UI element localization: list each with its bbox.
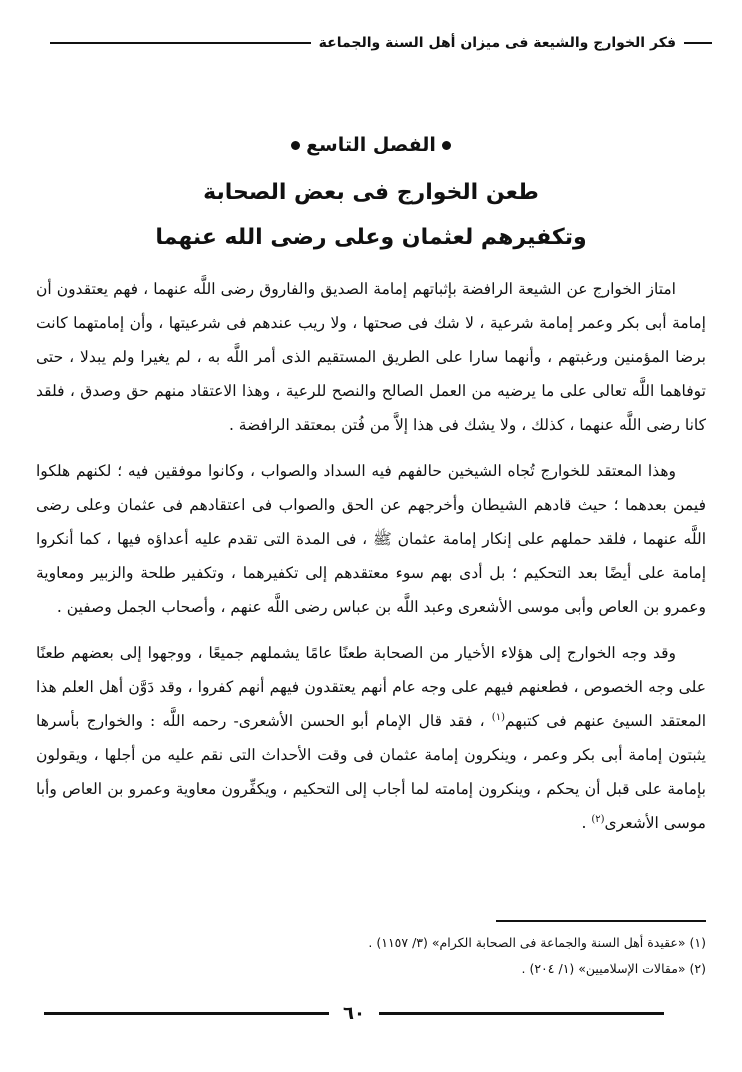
page-footer: [44, 1003, 664, 1023]
footnote-divider: [496, 920, 706, 922]
header-rule-right: [684, 42, 712, 44]
paragraph: [36, 636, 706, 840]
chapter-label-text: الفصل التاسع: [306, 134, 436, 156]
paragraph: امتاز الخوارج عن الشيعة الرافضة بإثباتهم إمامة الصديق والفاروق رضى اللَّه عنهما ، فهم يعتقدون أن إمامة أبى بكر وعمر إمامة شرعية ، لا شك فى صحتها ، ولا ريب عندهم فى شرعيتها ، وأن إمامتهما كانت برضا المؤمنين ورغبتهم ، وأنهما سارا على الطريق المستقيم الذى أمر اللَّه به ، لم يغيرا ولم يبدلا ، حتى توفاهما اللَّه تعالى على ما يرضيه من العمل الصالح والنصح للرعية ، وهذا الاعتقاد منهم حق وصدق ، فلقد كانا رضى اللَّه عنهما ، كذلك ، ولا يشك فى هذا إلاَّ من فُتن بمعتقد الرافضة .: [36, 280, 706, 434]
page-number: ٦٠: [343, 1002, 365, 1024]
paragraph: وهذا المعتقد للخوارج تُجاه الشيخين حالفهم فيه السداد والصواب ، وكانوا موفقين فيه ؛ لكنهم هلكوا فيمن بعدهما ؛ حيث قادهم الشيطان وأخرجهم عن الحق والصواب فى اعتقادهم فى عثمان وعلى رضى اللَّه عنهما ، فلقد حملهم على إنكار إمامة عثمان ﷺ ، فى المدة التى تقدم عليه أعداؤه فيها ، كما أنكروا إمامة على أيضًا بعد التحكيم ؛ بل أدى بهم سوء معتقدهم إلى تكفيرهما ، وتكفير طلحة والزبير ومعاوية وعمرو بن العاص وأبى موسى الأشعرى وعبد اللَّه بن عباس رضى اللَّه عنهم ، وأصحاب الجمل وصفين .: [36, 462, 706, 616]
body-text: [36, 272, 706, 852]
header-rule-left: [50, 42, 311, 44]
footnote-1: (١) «عقيدة أهل السنة والجماعة فى الصحابة الكرام» (٣/ ١١٥٧) .: [368, 935, 706, 950]
footer-rule-left: [44, 1012, 329, 1015]
footnote-ref-1[interactable]: (١): [491, 711, 505, 723]
chapter-title-line2: وتكفيرهم لعثمان وعلى رضى الله عنهما: [155, 225, 587, 250]
running-title: فكر الخوارج والشيعة فى ميزان أهل السنة والجماعة: [318, 35, 676, 51]
bullet-icon: [291, 141, 300, 150]
footer-rule-right: [379, 1012, 664, 1015]
paragraph-text: .: [581, 814, 592, 832]
bullet-icon: [442, 141, 451, 150]
chapter-title-line1: طعن الخوارج فى بعض الصحابة: [203, 180, 539, 205]
footnote-ref-2[interactable]: (٢): [591, 813, 605, 825]
footnotes: [36, 930, 706, 982]
paragraph-text: وقد وجه الخوارج إلى هؤلاء الأخيار من الصحابة طعنًا عامًا يشملهم جميعًا ، ووجهوا إلى بعضهم طعنًا على وجه الخصوص ، فطعنهم فيهم على وجه عام أنهم يعتقدون فيهم أنهم كفروا ، وقد دَوَّن أهل العلم هذا المعتقد السيئ عنهم فى كتبهم: [36, 644, 706, 730]
chapter-label: [0, 134, 742, 156]
paragraph-text: ، فقد قال الإمام أبو الحسن الأشعرى- رحمه اللَّه : والخوارج بأسرها يثبتون إمامة أبى بكر وعمر ، وينكرون إمامة عثمان فى وقت الأحداث التى نقم عليه من أجلها ، ويقولون بإمامة على قبل أن يحكم ، وينكرون إمامته لما أجاب إلى التحكيم ، ويكفِّرون معاوية وعمرو بن العاص وأبا موسى الأشعرى: [36, 712, 706, 832]
footnote-2: (٢) «مقالات الإسلاميين» (١/ ٢٠٤) .: [521, 961, 706, 976]
running-header: [50, 32, 712, 54]
